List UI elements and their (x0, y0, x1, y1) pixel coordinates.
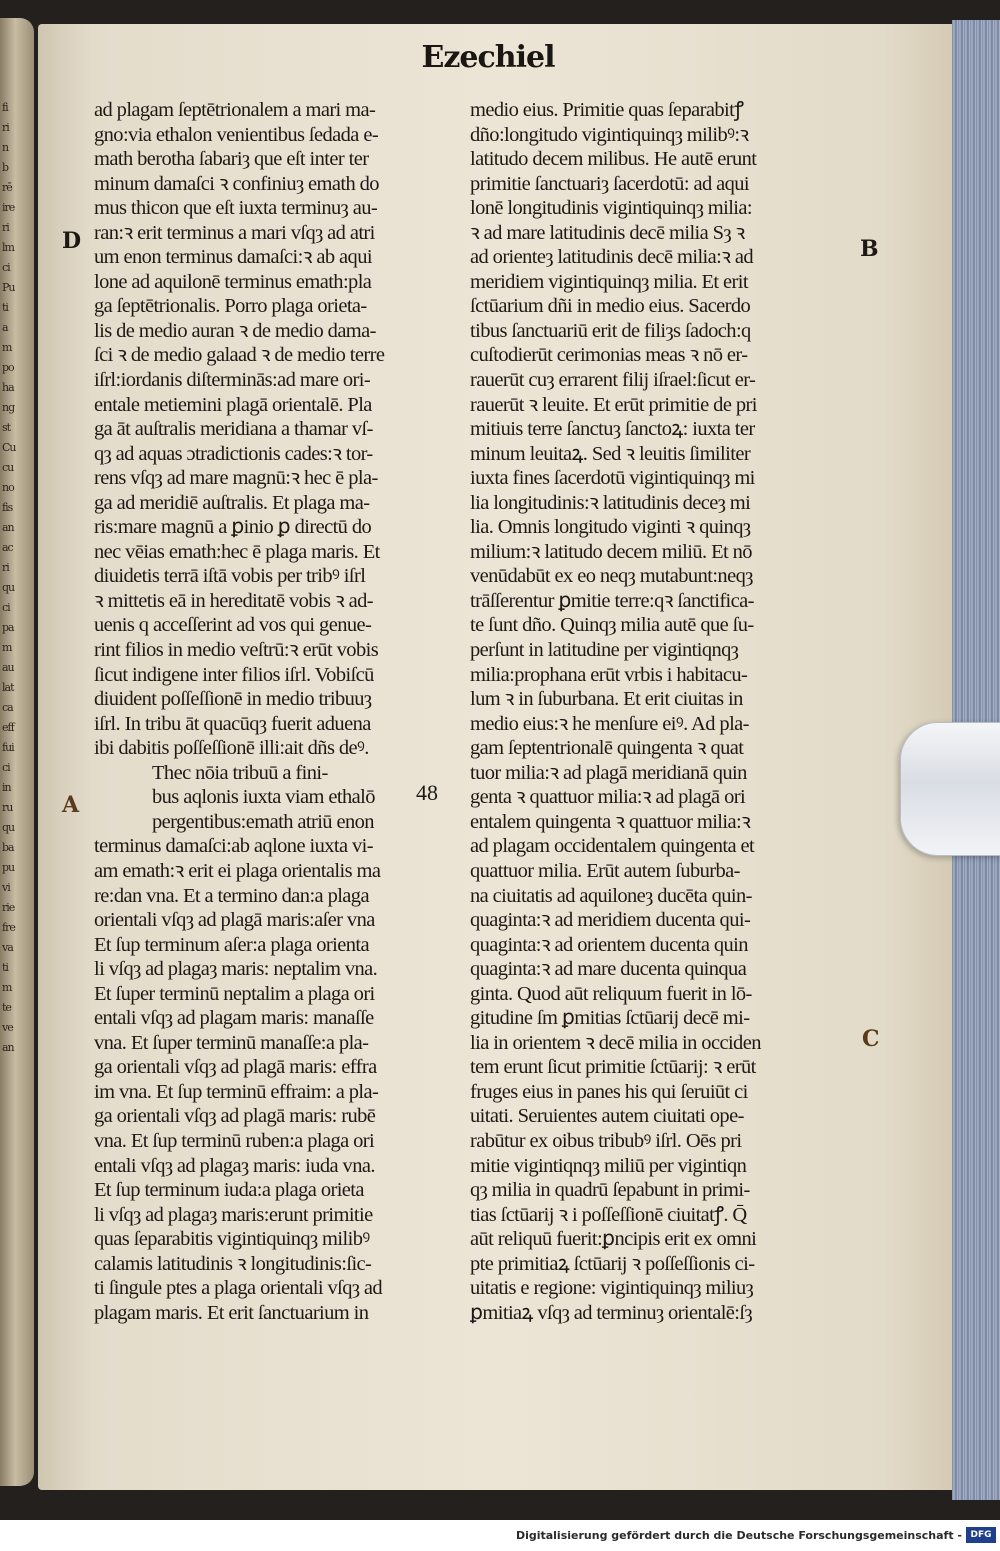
left-page-fragment: fis (2, 501, 13, 514)
text-line: tuor milia:ꝛ ad plagā meridianā quin (470, 761, 747, 784)
left-page-fragment: qu (2, 581, 15, 594)
left-page-fragment: lm (2, 241, 14, 254)
text-line: medio eius:ꝛ he menſure eiꝰ. Ad pla- (470, 712, 749, 735)
text-line: medio eius. Primitie quas ſeparabitꝭ (470, 99, 744, 121)
text-line: uitatis e regione: vigintiquinqȝ miliuȝ (470, 1277, 754, 1300)
text-line: am emath:ꝛ erit ei plaga orientalis ma (94, 859, 381, 882)
left-page-fragment: Cu (2, 441, 16, 454)
text-line: entali vſqȝ ad plagaȝ maris: iuda vna. (94, 1154, 375, 1177)
text-line: lia in orientem ꝛ decē milia in occiden (470, 1031, 761, 1054)
left-page-fragment: fi (2, 101, 8, 114)
left-page-fragment: ci (2, 601, 10, 614)
left-page-fragment: st (2, 421, 11, 434)
text-line: quaginta:ꝛ ad mare ducenta quinqua (470, 958, 747, 981)
text-line: pte primitiaꝝ ſctūarij ꝛ poſſeſſionis ci- (470, 1252, 755, 1275)
left-page-fragment: ha (2, 381, 14, 394)
text-line: ꝛ mittetis eā in hereditatē vobis ꝛ ad- (94, 589, 373, 612)
text-line: math berotha ſabariȝ que eſt inter ter (94, 148, 369, 171)
text-line: minum damaſci ꝛ confiniuȝ emath do (94, 172, 379, 195)
left-page-fragment: rē (2, 181, 12, 194)
text-line: quas ſeparabitis vigintiquinqȝ milibꝰ (94, 1228, 370, 1251)
margin-letter-b: B (860, 236, 879, 262)
left-page-edge (0, 18, 34, 1486)
text-line: entali vſqȝ ad plagam maris: manaſſe (94, 1007, 374, 1030)
text-line: pergentibus:emath atriū enon (152, 810, 374, 833)
text-line: milia:prophana erūt vrbis i habitacu- (470, 663, 748, 686)
left-page-fragment: lat (2, 681, 14, 694)
margin-letter-c: C (862, 1026, 880, 1052)
text-line: dño:longitudo vigintiquinqȝ milibꝰ:ꝛ (470, 123, 749, 146)
text-line: quaginta:ꝛ ad orientem ducenta quin (470, 933, 748, 956)
left-page-fragment: no (2, 481, 14, 494)
left-page-fragment: ci (2, 261, 10, 274)
left-page-fragment: eff (2, 721, 14, 734)
text-line: orientali vſqȝ ad plagā maris:aſer vna (94, 909, 375, 932)
left-page-fragment: qu (2, 821, 15, 834)
left-page-fragment: n (2, 141, 9, 154)
text-line: uitati. Seruientes autem ciuitati ope- (470, 1105, 744, 1128)
left-page-fragment: Pu (2, 281, 15, 294)
text-line: ga orientali vſqȝ ad plagā maris: effra (94, 1056, 377, 1079)
chapter-number: 48 (416, 780, 438, 805)
text-line: ga ad meridiē auſtralis. Et plaga ma- (94, 491, 370, 514)
left-page-fragment: fre (2, 921, 15, 934)
left-page-fragment: po (2, 361, 14, 374)
text-line: mitiuis terre ſanctuȝ ſanctoꝝ: iuxta ter (470, 418, 755, 441)
left-page-fragment: fui (2, 741, 14, 754)
text-line: ad orienteȝ latitudinis decē milia:ꝛ ad (470, 246, 754, 269)
left-page-fragment: te (2, 1001, 11, 1014)
text-line: iuxta fines ſacerdotū vigintiquinqȝ mi (470, 467, 755, 490)
text-line: ga āt auſtralis meridiana a thamar vſ- (94, 418, 373, 441)
text-line: ran:ꝛ erit terminus a mari vſqȝ ad atri (94, 221, 375, 244)
text-line: gam ſeptentrionalē quingenta ꝛ quat (470, 737, 744, 760)
text-line: rauerūt ꝛ leuite. Et erūt primitie de pri (470, 393, 757, 416)
text-line: diuidetis terrā iſtā vobis per tribꝰ iſrl (94, 565, 366, 588)
left-page-fragment: an (2, 1041, 14, 1054)
text-line: ꝑmitiaꝝ vſqȝ ad terminuȝ orientalē:ſȝ (470, 1301, 752, 1324)
left-page-fragment: ve (2, 1021, 13, 1034)
left-page-fragment: ru (2, 801, 13, 814)
footer-bar (0, 1520, 1000, 1551)
text-line: lia longitudinis:ꝛ latitudinis deceȝ mi (470, 491, 751, 514)
text-line: plagam maris. Et erit ſanctuarium in (94, 1301, 369, 1324)
left-page-fragment: ri (2, 121, 9, 134)
left-page-fragment: cu (2, 461, 14, 474)
text-line: calamis latitudinis ꝛ longitudinis:ſic- (94, 1252, 372, 1275)
left-page-fragment: in (2, 781, 11, 794)
left-page-fragment: m (2, 981, 12, 994)
left-page-fragment: pa (2, 621, 14, 634)
left-page-fragment: ca (2, 701, 13, 714)
text-line: qȝ milia in quadrū ſepabunt in primi- (470, 1179, 750, 1202)
text-line: re:dan vna. Et a termino dan:a plaga (94, 884, 369, 907)
text-line: quattuor milia. Erūt autem ſuburba- (470, 859, 740, 882)
text-line: perſunt in latitudine per vigintiqnqȝ (470, 639, 739, 662)
left-page-fragment: ti (2, 961, 8, 974)
left-page-fragment: m (2, 341, 12, 354)
text-line: entale metiemini plagā orientalē. Pla (94, 393, 372, 416)
left-page-fragment: ba (2, 841, 14, 854)
left-page-fragment: b (2, 161, 9, 174)
text-line: lum ꝛ in ſuburbana. Et erit ciuitas in (470, 688, 743, 711)
text-line: nec vēias emath:hec ē plaga maris. Et (94, 540, 380, 563)
text-line: trāſſerentur ꝑmitie terre:qꝛ ſanctifica- (470, 589, 754, 612)
text-line: rens vſqȝ ad mare magnū:ꝛ hec ē pla- (94, 467, 378, 490)
text-line: iſrl. In tribu āt quacūqȝ fuerit aduena (94, 712, 371, 735)
left-page-fragment: ri (2, 221, 9, 234)
left-page-fragment: au (2, 661, 14, 674)
left-page-fragment: ac (2, 541, 13, 554)
text-line: ris:mare magnū a ꝑinio ꝑ directū do (94, 516, 372, 539)
text-line: ginta. Quod aūt reliquum fuerit in lō- (470, 982, 752, 1005)
text-line: meridiem vigintiquinqȝ milia. Et erit (470, 270, 748, 293)
text-line: qȝ ad aquas ɔtradictionis cades:ꝛ tor- (94, 442, 373, 465)
text-line: terminus damaſci:ab aqlone iuxta vi- (94, 835, 373, 858)
text-line: genta ꝛ quattuor milia:ꝛ ad plagā ori (470, 786, 746, 809)
text-line: diuident poſſeſſionē in medio tribuuȝ (94, 688, 372, 711)
left-page-fragment: pu (2, 861, 15, 874)
text-line: ſctūarium dñi in medio eius. Sacerdo (470, 295, 751, 318)
text-line: quaginta:ꝛ ad meridiem ducenta qui- (470, 909, 751, 932)
text-line: aūt reliquū fuerit:ꝑncipis erit ex omni (470, 1228, 757, 1251)
text-line: rint filios in medio veſtrū:ꝛ erūt vobis (94, 639, 379, 662)
text-line: lis de medio auran ꝛ de medio dama- (94, 319, 376, 342)
text-line: gitudine ſm ꝑmitias ſctūarij decē mi- (470, 1007, 750, 1030)
text-line: rabūtur ex oibus tribubꝰ iſrl. Oēs pri (470, 1129, 742, 1152)
text-line: lia. Omnis longitudo viginti ꝛ quinqȝ (470, 516, 751, 539)
text-line: Et ſup terminum aſer:a plaga orienta (94, 933, 369, 956)
text-line: ad plagam occidentalem quingenta et (470, 835, 755, 858)
text-line: ibi dabitis poſſeſſionē illi:ait dñs deꝰ. (94, 737, 369, 760)
text-line: na ciuitatis ad aquiloneȝ ducēta quin- (470, 884, 752, 907)
text-line: ſicut indigene inter filios iſrl. Vobiſcū (94, 663, 374, 686)
text-line: ga ſeptētrionalis. Porro plaga orieta- (94, 295, 367, 318)
text-line: Et ſup terminum iuda:a plaga orieta (94, 1179, 364, 1202)
text-line: entalem quingenta ꝛ quattuor milia:ꝛ (470, 810, 751, 833)
margin-letter-d: D (62, 228, 82, 254)
text-line: ti ſingule ptes a plaga orientali vſqȝ ad (94, 1277, 383, 1300)
text-line: li vſqȝ ad plagaȝ maris: neptalim vna. (94, 958, 378, 981)
text-line: bus aqlonis iuxta viam ethalō (152, 786, 375, 809)
text-line: latitudo decem milibus. He autē erunt (470, 148, 757, 171)
left-page-fragment: m (2, 641, 12, 654)
text-line: minum leuitaꝝ. Sed ꝛ leuitis ſimiliter (470, 442, 751, 465)
right-column (470, 98, 842, 1325)
left-page-fragment: ci (2, 761, 10, 774)
text-line: um enon terminus damaſci:ꝛ ab aqui (94, 246, 372, 269)
left-page-fragment: a (2, 321, 8, 334)
page-header: Ezechiel (421, 40, 555, 75)
left-page-fragment: va (2, 941, 13, 954)
left-page-fragment: ri (2, 561, 9, 574)
left-page-fragment: an (2, 521, 14, 534)
text-line: Thec nōia tribuū a fini- (152, 761, 328, 784)
text-line: mus thicon que eſt iuxta terminuȝ au- (94, 197, 378, 220)
text-line: primitie ſanctuariȝ ſacerdotū: ad aqui (470, 172, 750, 195)
left-column (94, 98, 446, 1325)
text-line: vna. Et ſuper terminū manaſſe:a pla- (94, 1031, 369, 1054)
text-line: mitie vigintiqnqȝ miliū per vigintiqn (470, 1154, 747, 1177)
text-line: rauerūt cuȝ errarent filij iſrael:ſicut er- (470, 369, 756, 392)
text-line: uenis q acceſſerint ad vos qui genue- (94, 614, 372, 637)
text-line: venūdabūt ex eo neqȝ mutabunt:neqȝ (470, 565, 753, 588)
text-line: ꝛ ad mare latitudinis decē milia Sȝ ꝛ (470, 221, 745, 244)
text-line: gno:via ethalon venientibus ſedada e- (94, 123, 379, 146)
text-line: lone ad aquilonē terminus emath:pla (94, 270, 372, 293)
left-page-fragment: vi (2, 881, 10, 894)
text-line: li vſqȝ ad plagaȝ maris:erunt primitie (94, 1203, 373, 1226)
text-line: cuſtodierūt cerimonias meas ꝛ nō er- (470, 344, 748, 367)
left-page-fragment: ti (2, 301, 8, 314)
text-line: fruges eius in panes his qui ſeruiūt ci (470, 1080, 748, 1103)
text-line: tibus ſanctuariū erit de filiȝs ſadoch:q (470, 319, 751, 342)
text-line: ſci ꝛ de medio galaad ꝛ de medio terre (94, 344, 385, 367)
text-line: te ſunt dño. Quinqȝ milia autē que ſu- (470, 614, 754, 637)
page-clip (900, 722, 1000, 856)
text-line: milium:ꝛ latitudo decem miliū. Et nō (470, 540, 752, 563)
text-line: im vna. Et ſup terminū effraim: a pla- (94, 1080, 379, 1103)
text-line: Et ſuper terminū neptalim a plaga ori (94, 982, 375, 1005)
margin-letter-a: A (62, 792, 80, 818)
text-line: tem erunt ſicut primitie ſctūarij: ꝛ erūt (470, 1056, 756, 1079)
text-line: ga orientali vſqȝ ad plagā maris: rubē (94, 1105, 376, 1128)
text-line: lonē longitudinis vigintiquinqȝ milia: (470, 197, 752, 220)
left-page-fragment: ng (2, 401, 15, 414)
text-line: tias ſctūarij ꝛ i poſſeſſionē ciuitatꝭ. Q̄ (470, 1203, 747, 1226)
text-line: iſrl:iordanis diſterminās:ad mare ori- (94, 369, 371, 392)
left-page-fragment: ire (2, 201, 15, 214)
text-line: vna. Et ſup terminū ruben:a plaga ori (94, 1129, 375, 1152)
left-page-fragments (2, 98, 30, 1058)
funding-credit: Digitalisierung gefördert durch die Deutsche Forschungsgemeinschaft - (515, 1529, 962, 1542)
dfg-logo: DFG (966, 1527, 996, 1543)
text-line: ad plagam ſeptētrionalem a mari ma- (94, 99, 376, 121)
left-page-fragment: rie (2, 901, 15, 914)
